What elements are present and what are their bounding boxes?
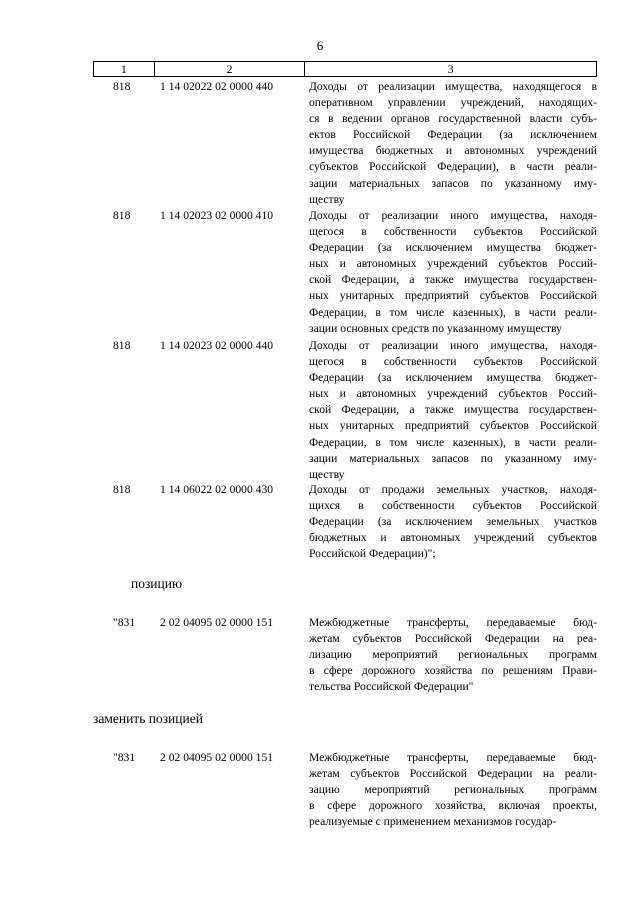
entry-code: 818 [113, 339, 131, 352]
description-line: зацию мероприятий региональных программ [309, 783, 597, 797]
description-line: ской Федерации, а также имущества государствен- [309, 273, 597, 287]
description-line: Российской Федерации)"; [309, 547, 436, 561]
column-header-table [93, 61, 597, 77]
entry-description [309, 79, 597, 208]
description-line: зации материальных запасов по указанному иму- [309, 176, 597, 190]
entry-description [309, 208, 597, 337]
position-label: позицию [131, 576, 183, 591]
description-line: Доходы от реализации иного имущества, находя- [309, 339, 597, 352]
description-line: Федерации (за исключением земельных участков [309, 515, 597, 529]
entry-kbk: 1 14 02023 02 0000 440 [160, 339, 274, 352]
description-line: ных унитарных предприятий субъектов Российской [309, 419, 597, 433]
description-line: субъектов Российской Федерации), в части реали- [309, 160, 597, 174]
entry-code: 818 [113, 80, 131, 93]
entry-description [309, 615, 597, 695]
column-header-2: 2 [154, 62, 304, 77]
description-line: ных и автономных учреждений субъектов Россий- [309, 257, 597, 271]
description-line: щегося в собственности субъектов Российской [309, 225, 597, 239]
description-line: в сфере дорожного хозяйства, включая проекты, [309, 799, 597, 813]
description-line: Межбюджетные трансферты, передаваемые бюд- [309, 616, 597, 629]
description-line: ных и автономных учреждений субъектов Россий- [309, 387, 597, 401]
description-line: тельства Российской Федерации" [309, 680, 474, 694]
entry-kbk: 1 14 06022 02 0000 430 [160, 483, 274, 496]
description-line: ных унитарных предприятий субъектов Российской [309, 289, 597, 303]
description-line: жетам субъектов Российской Федерации на реали- [309, 767, 597, 781]
entry-description [309, 338, 597, 483]
entry-code: "831 [113, 751, 136, 764]
description-line: Федерации, в том числе казенных), в части реали- [309, 305, 597, 319]
description-line: лизацию мероприятий региональных программ [309, 648, 597, 662]
entry-kbk: 1 14 02023 02 0000 410 [160, 209, 274, 222]
description-line: Федерации (за исключением имущества бюджет- [309, 241, 597, 255]
description-line: Доходы от реализации иного имущества, находя- [309, 209, 597, 222]
description-line: ществу [309, 192, 345, 206]
entry-code: 818 [113, 483, 131, 496]
description-line: Федерации, в том числе казенных), в части реали- [309, 435, 597, 449]
description-line: имущества бюджетных и автономных учреждений [309, 144, 597, 158]
description-line: оперативном управлении учреждений, находящих- [309, 96, 597, 110]
description-line: щегося в собственности субъектов Российской [309, 355, 597, 369]
description-line: ся в ведении органов государственной власти субъ- [309, 112, 597, 126]
entry-kbk: 1 14 02022 02 0000 440 [160, 80, 274, 93]
column-header-3: 3 [305, 62, 597, 77]
description-line: ской Федерации, а также имущества государствен- [309, 403, 597, 417]
description-line: в сфере дорожного хозяйства по решениям Прави- [309, 664, 597, 678]
entry-kbk: 2 02 04095 02 0000 151 [160, 751, 274, 764]
description-line: ектов Российской Федерации (за исключением [309, 128, 597, 142]
description-line: ществу [309, 467, 345, 481]
description-line: Доходы от продажи земельных участков, находя- [309, 483, 597, 496]
entry-description [309, 482, 597, 562]
description-line: бюджетных и автономных учреждений субъектов [309, 531, 597, 545]
description-line: Доходы от реализации имущества, находящегося в [309, 80, 597, 93]
description-line: жетам субъектов Российской Федерации на реа- [309, 632, 597, 646]
description-line: Федерации (за исключением имущества бюджет- [309, 371, 597, 385]
description-line: зации основных средств по указанному имуществу [309, 321, 562, 335]
entry-code: "831 [113, 616, 136, 629]
entry-code: 818 [113, 209, 131, 222]
page-number: 6 [316, 38, 324, 53]
entry-kbk: 2 02 04095 02 0000 151 [160, 616, 274, 629]
column-header-1: 1 [94, 62, 155, 77]
replace-label: заменить позицией [93, 711, 203, 726]
description-line: зации материальных запасов по указанному иму- [309, 451, 597, 465]
description-line: Межбюджетные трансферты, передаваемые бюд- [309, 751, 597, 764]
description-line: щихся в собственности субъектов Российской [309, 499, 597, 513]
description-line: реализуемые с применением механизмов государ- [309, 815, 557, 829]
entry-description [309, 750, 597, 830]
